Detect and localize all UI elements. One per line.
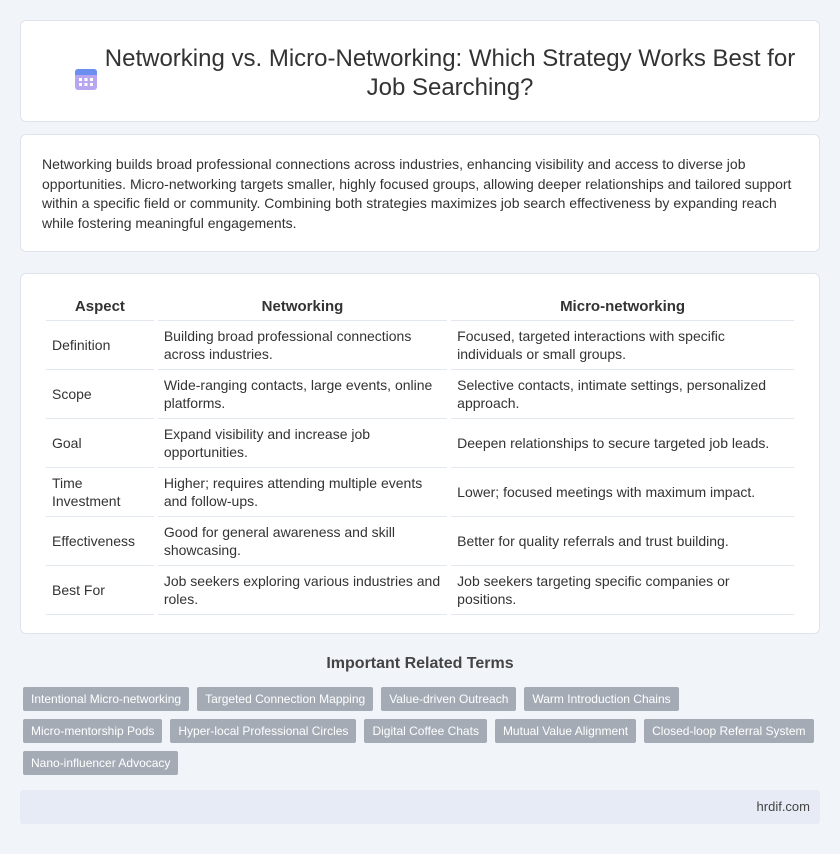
related-term-tag[interactable]: Targeted Connection Mapping [197,687,373,711]
aspect-cell: Best For [46,566,154,615]
table-row [46,566,794,615]
related-term-tag[interactable]: Hyper-local Professional Circles [170,719,356,743]
micro-networking-cell: Lower; focused meetings with maximum impact. [451,468,794,517]
table-header-row [46,294,794,321]
networking-cell: Expand visibility and increase job opportunities. [158,419,447,468]
micro-networking-cell: Better for quality referrals and trust building. [451,517,794,566]
micro-networking-cell: Deepen relationships to secure targeted job leads. [451,419,794,468]
networking-cell: Job seekers exploring various industries and roles. [158,566,447,615]
table-row [46,468,794,517]
micro-networking-cell: Selective contacts, intimate settings, personalized approach. [451,370,794,419]
intro-card [20,134,820,252]
networking-cell: Wide-ranging contacts, large events, online platforms. [158,370,447,419]
related-term-tag[interactable]: Nano-influencer Advocacy [23,751,178,775]
column-header-networking: Networking [158,294,447,321]
related-term-tag[interactable]: Warm Introduction Chains [524,687,678,711]
footer [20,790,820,824]
related-term-tag[interactable]: Digital Coffee Chats [364,719,487,743]
related-term-tag[interactable]: Micro-mentorship Pods [23,719,162,743]
calendar-icon [73,66,99,92]
micro-networking-cell: Job seekers targeting specific companies or positions. [451,566,794,615]
tag-row [23,687,823,711]
page-title: Networking vs. Micro-Networking: Which Strategy Works Best for Job Searching? [104,45,796,101]
related-terms-list [23,687,823,783]
networking-cell: Higher; requires attending multiple events and follow-ups. [158,468,447,517]
column-header-micro-networking: Micro-networking [451,294,794,321]
related-term-tag[interactable]: Closed-loop Referral System [644,719,813,743]
related-term-tag[interactable]: Value-driven Outreach [381,687,516,711]
aspect-cell: Time Investment [46,468,154,517]
aspect-cell: Scope [46,370,154,419]
column-header-aspect: Aspect [46,294,154,321]
networking-cell: Good for general awareness and skill showcasing. [158,517,447,566]
networking-cell: Building broad professional connections across industries. [158,321,447,370]
title-card [20,20,820,122]
intro-paragraph: Networking builds broad professional connections across industries, enhancing visibility and access to diverse job opportunities. Micro-networking targets smaller, highly focused groups, allowing deeper relationships and tailored support within a specific field or community. Combining both strategies maximizes job search effectiveness by expanding reach while fostering meaningful engagements. [42,156,792,231]
micro-networking-cell: Focused, targeted interactions with specific individuals or small groups. [451,321,794,370]
related-term-tag[interactable]: Mutual Value Alignment [495,719,636,743]
table-row [46,321,794,370]
table-row [46,419,794,468]
comparison-card [20,273,820,634]
tag-row [23,719,823,743]
aspect-cell: Effectiveness [46,517,154,566]
table-row [46,517,794,566]
related-terms-heading: Important Related Terms [326,655,514,672]
aspect-cell: Definition [46,321,154,370]
aspect-cell: Goal [46,419,154,468]
footer-site-link[interactable]: hrdif.com [756,799,810,814]
tag-row [23,751,823,775]
comparison-table [42,294,798,615]
related-term-tag[interactable]: Intentional Micro-networking [23,687,189,711]
table-row [46,370,794,419]
